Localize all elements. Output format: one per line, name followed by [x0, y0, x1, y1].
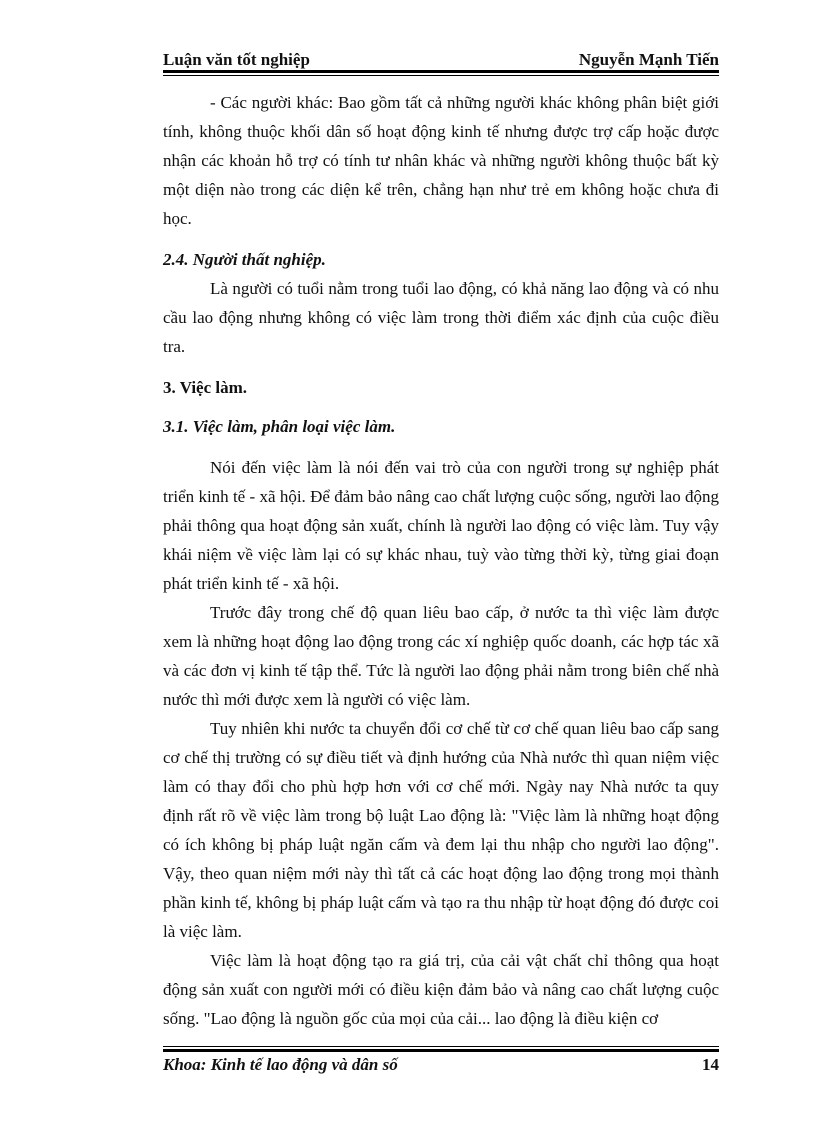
heading-3-1: 3.1. Việc làm, phân loại việc làm. [163, 417, 396, 436]
heading-3: 3. Việc làm. [163, 378, 248, 397]
paragraph-unemployed: Là người có tuổi nằm trong tuổi lao động, có khả năng lao động và có nhu cầu lao động nhưng không có việc làm trong thời điểm xác định của cuộc điều tra. [163, 279, 719, 356]
paragraph-other-people: - Các người khác: Bao gồm tất cả những người khác không phân biệt giới tính, không thuộc khối dân số hoạt động kinh tế nhưng được trợ cấp hoặc được nhận các khoản hỗ trợ có tính tư nhân khác và những người không thuộc bất kỳ một diện nào trong các diện kể trên, chẳng hạn như trẻ em không hoặc chưa đi học. [163, 93, 719, 228]
page-footer [163, 1052, 719, 1078]
page-body [163, 88, 719, 1033]
header-thesis-title: Luận văn tốt nghiệp [163, 50, 310, 69]
header-author-name: Nguyễn Mạnh Tiến [578, 50, 719, 69]
paragraph-employment-now: Tuy nhiên khi nước ta chuyển đổi cơ chế từ cơ chế quan liêu bao cấp sang cơ chế thị trường có sự điều tiết và định hướng của Nhà nước thì quan niệm việc làm có thay đổi cho phù hợp hơn với cơ chế mới. Ngày nay Nhà nước ta quy định rất rõ về việc làm trong bộ luật Lao động là: "Việc làm là những hoạt động có ích không bị pháp luật ngăn cấm và đem lại thu nhập cho người lao động". Vậy, theo quan niệm mới này thì tất cả các hoạt động lao động trong mọi thành phần kinh tế, không bị pháp luật cấm và tạo ra thu nhập từ hoạt động đó được coi là việc làm. [163, 719, 719, 941]
header-divider [163, 70, 719, 76]
heading-2-4: 2.4. Người thất nghiệp. [163, 250, 326, 269]
paragraph-employment-value: Việc làm là hoạt động tạo ra giá trị, của cải vật chất chỉ thông qua hoạt động sản xuất con người mới có điều kiện đảm bảo và nâng cao chất lượng cuộc sống. "Lao động là nguồn gốc của mọi của cải... lao động là điều kiện cơ [163, 951, 719, 1028]
paragraph-employment-intro: Nói đến việc làm là nói đến vai trò của con người trong sự nghiệp phát triển kinh tế - xã hội. Để đảm bảo nâng cao chất lượng cuộc sống, người lao động phải thông qua hoạt động sản xuất, chính là người lao động có việc làm. Tuy vậy khái niệm về việc làm lại có sự khác nhau, tuỳ vào từng thời kỳ, từng giai đoạn phát triển kinh tế - xã hội. [163, 458, 719, 593]
page-number: 14 [702, 1055, 719, 1074]
footer-faculty: Khoa: Kinh tế lao động và dân số [163, 1055, 398, 1074]
paragraph-employment-past: Trước đây trong chế độ quan liêu bao cấp, ở nước ta thì việc làm được xem là những hoạt động lao động trong các xí nghiệp quốc doanh, các hợp tác xã và các đơn vị kinh tế tập thể. Tức là người lao động phải nằm trong biên chế nhà nước thì mới được xem là người có việc làm. [163, 603, 719, 709]
page-header [163, 46, 719, 70]
